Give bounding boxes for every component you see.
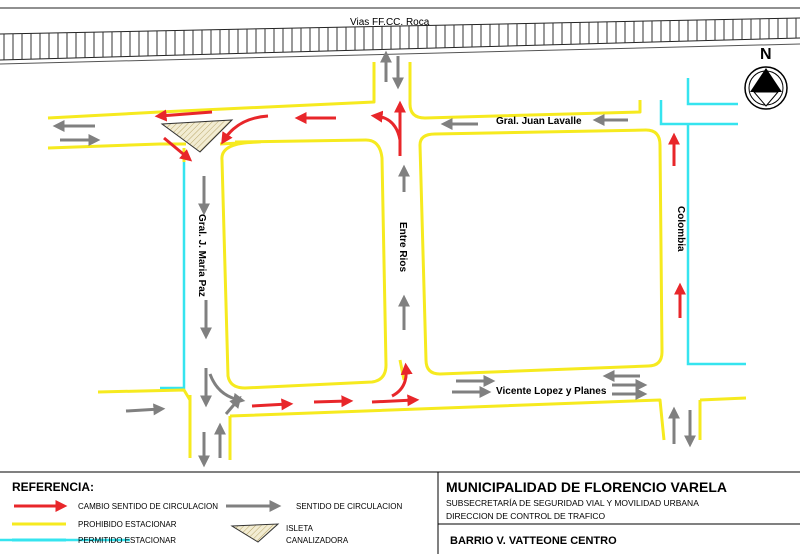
north-arrow-icon: [750, 68, 782, 92]
legend-islet-icon: [232, 524, 278, 542]
compass-north-label: N: [760, 46, 772, 63]
street-vicente-lopez: Vicente Lopez y Planes: [496, 386, 607, 397]
compass: [745, 46, 787, 109]
canalizing-islet: [162, 120, 232, 152]
barrio-title: BARRIO V. VATTEONE CENTRO: [450, 535, 617, 547]
legend-gray-label: SENTIDO DE CIRCULACION: [296, 502, 403, 511]
red-arrow-vl-2: [314, 401, 348, 402]
cyan-curbs: [0, 78, 746, 540]
subsecretaria-text: SUBSECRETARÍA DE SEGURIDAD VIAL Y MOVILIDAD URBANA: [446, 498, 699, 508]
street-entre-rios: Entre Rios: [397, 222, 408, 273]
railway-label: Vias FF.CC. Roca: [350, 17, 430, 28]
red-arrow-vl-3: [372, 400, 414, 402]
legend-islet-label-2: CANALIZADORA: [286, 536, 349, 545]
street-juan-lavalle: Gral. Juan Lavalle: [496, 116, 582, 127]
red-arrow-vl-1: [252, 404, 288, 406]
street-colombia: Colombia: [675, 206, 686, 252]
legend-title: REFERENCIA:: [12, 480, 95, 494]
red-arrow-er-left: [376, 116, 400, 140]
legend-cyan-label: PERMITIDO ESTACIONAR: [78, 536, 177, 545]
legend-islet-label: ISLETA: [286, 524, 313, 533]
legend-red-label: CAMBIO SENTIDO DE CIRCULACION: [78, 502, 219, 511]
street-maria-paz: Gral. J. Maria Paz: [196, 214, 207, 297]
legend-yellow-label: PROHIBIDO ESTACIONAR: [78, 520, 177, 529]
direccion-text: DIRECCION DE CONTROL DE TRAFICO: [446, 511, 606, 521]
municipality-title: MUNICIPALIDAD DE FLORENCIO VARELA: [446, 479, 728, 495]
red-arrow-vl-up: [392, 368, 406, 396]
